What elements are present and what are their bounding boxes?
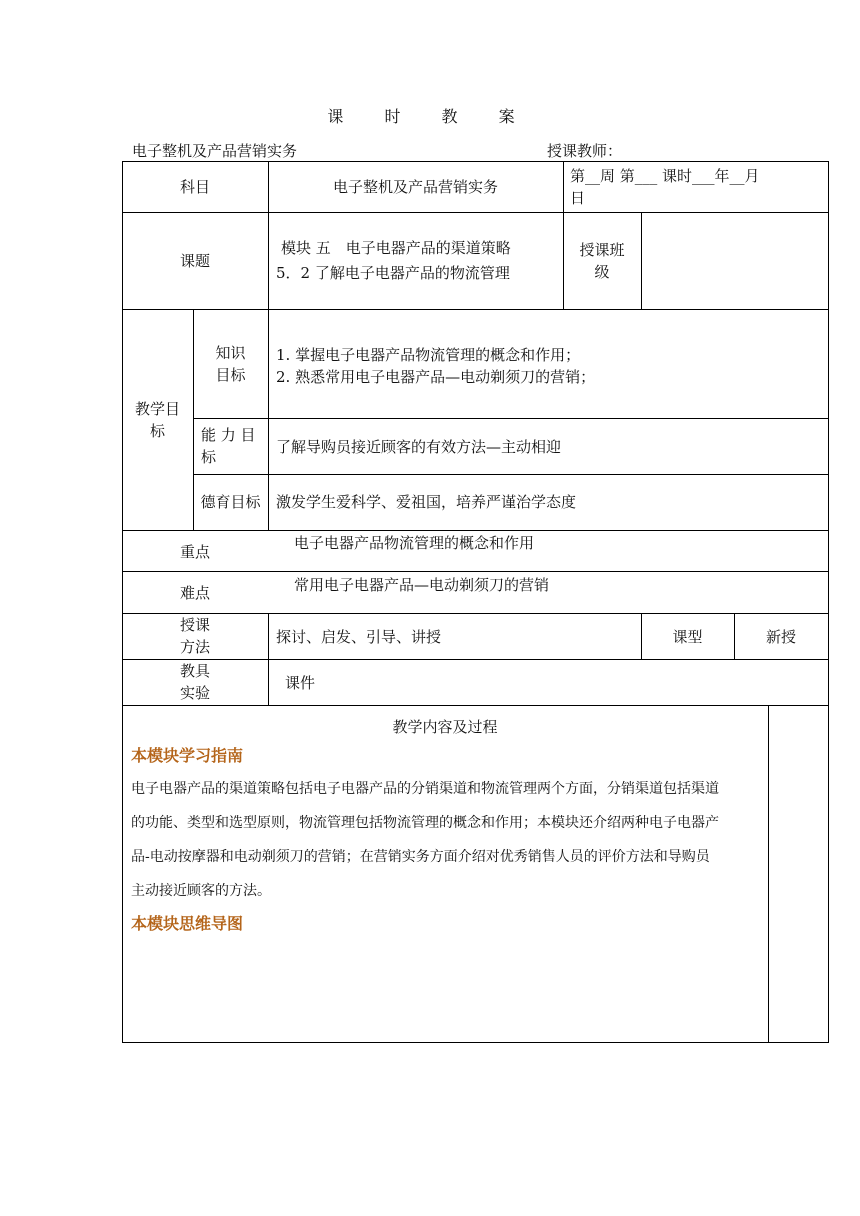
content-heading: 教学内容及过程 bbox=[392, 718, 498, 736]
guide-line-3: 品-电动按摩器和电动剃须刀的营销；在营销实务方面介绍对优秀销售人员的评价方法和导购员 bbox=[131, 849, 710, 865]
goals-label-line-2: 标 bbox=[149, 422, 165, 440]
schedule-line-1: 第__周 第___ 课时___年__月 bbox=[570, 167, 760, 185]
schedule-cell bbox=[570, 165, 826, 209]
method-label-line-2: 方法 bbox=[179, 638, 210, 656]
moral-value: 激发学生爱科学、爱祖国，培养严谨治学态度 bbox=[276, 493, 577, 511]
guide-line-2: 的功能、类型和选型原则，物流管理包括物流管理的概念和作用；本模块还介绍两种电子电器产 bbox=[131, 815, 719, 831]
type-label: 课型 bbox=[672, 628, 703, 646]
guide-line-1: 电子电器产品的渠道策略包括电子电器产品的分销渠道和物流管理两个方面，分销渠道包括渠道 bbox=[131, 781, 719, 797]
method-value: 探讨、启发、引导、讲授 bbox=[276, 628, 442, 646]
schedule-line-2: 日 bbox=[570, 189, 586, 207]
class-label-line-1: 授课班 bbox=[579, 241, 625, 259]
class-label-line-2: 级 bbox=[594, 263, 610, 281]
teacher-header: 授课教师： bbox=[547, 142, 623, 160]
ability-label bbox=[201, 424, 267, 468]
goals-label-line-1: 教学目 bbox=[134, 400, 180, 418]
ability-label-line-2: 标 bbox=[201, 448, 217, 466]
ability-value: 了解导购员接近顾客的有效方法—主动相迎 bbox=[276, 438, 562, 456]
knowledge-label bbox=[193, 342, 268, 386]
knowledge-items bbox=[276, 344, 826, 388]
class-label bbox=[563, 239, 641, 283]
tools-value: 课件 bbox=[285, 674, 316, 692]
method-label bbox=[122, 614, 268, 658]
key-value: 电子电器产品物流管理的概念和作用 bbox=[294, 534, 535, 552]
topic-line-1: 模块 五 电子电器产品的渠道策略 bbox=[281, 239, 511, 257]
subject-label: 科目 bbox=[179, 178, 210, 196]
topic-label: 课题 bbox=[179, 252, 210, 270]
knowledge-item-1: 1. 掌握电子电器产品物流管理的概念和作用； bbox=[276, 346, 581, 364]
knowledge-label-line-1: 知识 bbox=[215, 344, 246, 362]
guide-title: 本模块学习指南 bbox=[131, 746, 244, 765]
type-value: 新授 bbox=[765, 628, 796, 646]
knowledge-label-line-2: 目标 bbox=[215, 366, 246, 384]
mindmap-title: 本模块思维导图 bbox=[131, 914, 244, 933]
ability-label-line-1: 能 力 目 bbox=[201, 426, 256, 444]
topic-line-2: 5．2 了解电子电器产品的物流管理 bbox=[276, 264, 510, 282]
guide-line-4: 主动接近顾客的方法。 bbox=[131, 883, 271, 899]
goals-label bbox=[122, 398, 193, 442]
moral-label: 德育目标 bbox=[200, 493, 261, 511]
difficult-label: 难点 bbox=[179, 584, 210, 602]
course-header: 电子整机及产品营销实务 bbox=[132, 142, 298, 160]
tools-label-line-2: 实验 bbox=[179, 684, 210, 702]
page-title: 课 时 教 案 bbox=[327, 107, 533, 126]
method-label-line-1: 授课 bbox=[179, 616, 210, 634]
subject-value: 电子整机及产品营销实务 bbox=[332, 178, 498, 196]
topic-value bbox=[276, 237, 561, 284]
difficult-value: 常用电子电器产品—电动剃须刀的营销 bbox=[294, 576, 550, 594]
tools-label-line-1: 教具 bbox=[179, 662, 210, 680]
guide-paragraph bbox=[131, 772, 767, 908]
tools-label bbox=[122, 660, 268, 704]
key-label: 重点 bbox=[179, 543, 210, 561]
knowledge-item-2: 2. 熟悉常用电子电器产品—电动剃须刀的营销； bbox=[276, 368, 596, 386]
